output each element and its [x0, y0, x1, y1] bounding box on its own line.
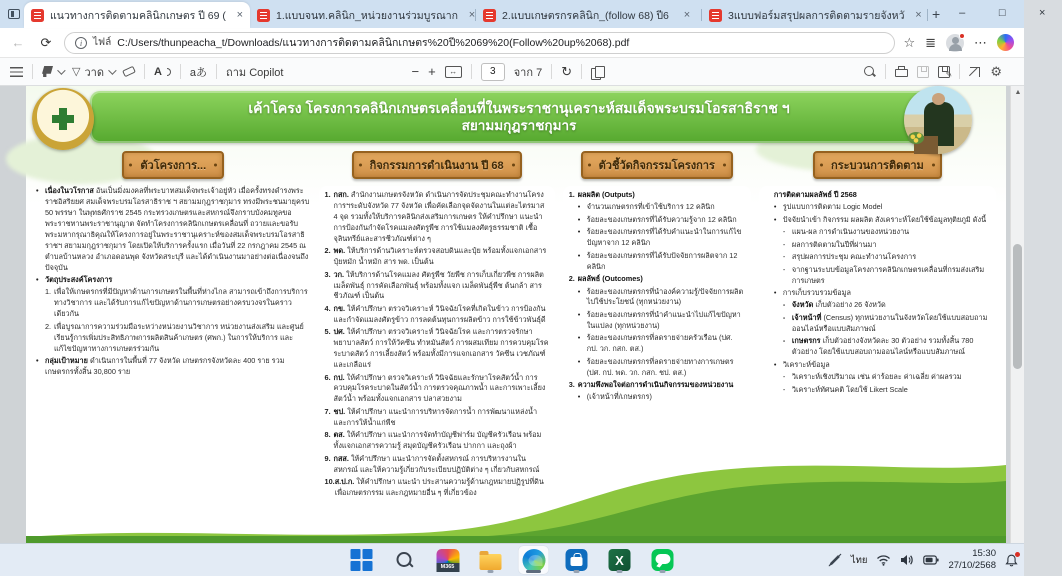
column-body — [319, 186, 555, 504]
document-title-line1: เค้าโครง โครงการคลินิกเกษตรเคลื่อนที่ในพระราชานุเคราะห์สมเด็จพระบรมโอรสาธิราช ฯ — [248, 100, 790, 117]
folder-icon — [480, 554, 502, 570]
document-title-banner — [90, 91, 948, 143]
window-controls — [942, 0, 1062, 28]
doc-text-item: - จากฐานระบบข้อมูลโครงการคลินิกเกษตรเคลื่อนที่กรมส่งเสริมการเกษตร — [782, 264, 985, 285]
column-sign-heading: กระบวนการติดตาม — [813, 151, 942, 179]
taskbar-clock[interactable] — [948, 548, 996, 572]
browser-tab[interactable] — [702, 2, 928, 28]
favorite-star-icon[interactable]: ☆ — [903, 34, 916, 50]
tab-layout-icon[interactable] — [8, 3, 20, 25]
scrollbar-thumb[interactable] — [1013, 244, 1022, 369]
notification-bell-icon[interactable] — [1005, 554, 1018, 567]
tab-close-icon[interactable]: × — [236, 9, 244, 21]
doc-text-item: • จำนวนเกษตรกรที่เข้าใช้บริการ 12 คลินิก — [577, 202, 715, 212]
doc-text-item: 4. กข. ให้คำปรึกษา ตรวจวิเคราะห์ วินิจฉัยโรคที่เกิดในข้าว การป้องกัน และกำจัดแมลงศัตรูข้าว การลดต้นทุนการผลิตข้าว การใช้ข้าวพันธุ์ดี — [324, 303, 546, 324]
copilot-icon[interactable] — [997, 34, 1014, 51]
doc-text-item: 10. ส.ป.ก. ให้คำปรึกษา แนะนำ ประสานความรู้ด้านกฎหมายปฏิรูปที่ดินเพื่อเกษตรกรรม และกฎหมายอื่น ๆ ที่เกี่ยวข้อง — [324, 476, 544, 497]
address-bar-actions — [903, 34, 1016, 52]
pdf-page — [26, 86, 1006, 543]
doc-text-item: การติดตามผลลัพธ์ ปี 2568 — [773, 190, 857, 199]
doc-text-item: - สรุปผลการประชุม คณะทำงานโครงการ — [782, 252, 917, 262]
doc-text-item: 7. ชป. ให้คำปรึกษา แนะนำการบริหารจัดการน้ำ การพัฒนาแหล่งน้ำ และการให้น้ำแก่พืช — [324, 406, 538, 427]
scroll-up-arrow[interactable]: ▲ — [1014, 89, 1022, 96]
start-button[interactable] — [347, 546, 377, 574]
page-count-label: จาก 7 — [513, 66, 543, 79]
doc-text-item: 5. ปศ. ให้คำปรึกษา ตรวจวิเคราะห์ วินิจฉัยโรค และการตรวจรักษา พยาบาลสัตว์ การให้วัคซีน ทำหมันสัตว์ การผสมเทียม การควบคุมโรคระบาดสัตว์ การเลี้ยงสัตว์ พร้อมทั้งมีการแจกเอกสาร วัคซีน เวชภัณฑ์ และเกลือแร่ — [324, 327, 549, 370]
page-info-icon[interactable]: i — [75, 37, 87, 49]
read-aloud-button[interactable] — [154, 66, 171, 78]
doc-text-item: 1. กสก. สำนักงานเกษตรจังหวัด ดำเนินการจัดประชุมคณะทำงานโครงการฯระดับจังหวัด 77 จังหวัด เพื่อคัดเลือกจุดจัดงานในแต่ละไตรมาส 4 จุด รวมทั้งให้บริการคลินิกส่งเสริมการเกษตร ให้คำปรึกษา แนะนำ การป้องกันกำจัดโรคแมลงศัตรูพืช การใช้แมลงศัตรูธรรมชาติ เชื้อจุลินทรีย์และสารชีวภัณฑ์ต่าง ๆ — [324, 190, 545, 243]
page-view-icon[interactable] — [591, 66, 603, 78]
doc-text-item: • ร้อยละของเกษตรกรที่ได้รับปัจจัยการผลิตจาก 12 คลินิก — [577, 250, 738, 271]
doc-text-item: • เนื่องในวโรกาส อันเป็นมิ่งมงคลที่พระบาทสมเด็จพระเจ้าอยู่หัว เมื่อครั้งทรงดำรงพระราชอิสริยยศ สมเด็จพระบรมโอรสาธิราช ฯ สยามมกุฎราชกุมาร ทรงมีพระชนมายุครบ 50 พรรษา ในพุทธศักราช 2545 กระทรวงเกษตรและสหกรณ์จึงกราบบังคมทูลขอพระราชทานพระราชานุญาต จัดทำโครงการคลินิกเกษตรเคลื่อนที่ ถวายและขอรับพระมหากรุณาธิคุณให้โครงการอยู่ในพระราชานุเคราะห์ของสมเด็จพระบรมโอรสาธิราชฯ สยามมกุฎราชกุมาร โดยเปิดให้บริการครั้งแรก เมื่อวันที่ 22 กรกฎาคม 2545 ณ ตำบลบ้านหลวง อำเภอดอนพุด จังหวัดสระบุรี และได้ดำเนินงานมาอย่างต่อเนื่องจนถึงปัจจุบัน — [36, 186, 310, 272]
save-icon — [917, 66, 929, 78]
doc-text-item: • การเก็บรวบรวมข้อมูล — [773, 288, 851, 297]
doc-column-2 — [319, 151, 555, 504]
pdf-toolbar — [0, 58, 1024, 86]
doc-text-item: 6. กป. ให้คำปรึกษา ตรวจวิเคราะห์ วินิจฉัยและรักษาโรคสัตว์น้ำ การควบคุมโรคระบาดในสัตว์น้ำ การตรวจคุณภาพน้ำ และการเพาะเลี้ยงสัตว์น้ำ พร้อมทั้งแจกเอกสาร ปลาสวยงาม — [324, 372, 546, 404]
highlighter-button[interactable] — [42, 66, 63, 77]
table-of-contents-icon[interactable] — [10, 67, 23, 77]
doc-text-item: • (เจ้าหน้าที่/เกษตรกร) — [577, 392, 652, 402]
doc-text-item: • ร้อยละของเกษตรกรที่นำคำแนะนำไปแก้ไขปัญหาในแปลง (ทุกหน่วยงาน) — [577, 309, 741, 330]
ask-copilot-button[interactable]: ถาม Copilot — [226, 66, 284, 79]
pdf-file-icon — [257, 9, 270, 22]
doc-text-item: • ร้อยละของเกษตรกรที่ได้รับความรู้จาก 12 คลินิก — [577, 214, 737, 224]
doc-column-1 — [36, 151, 311, 379]
tab-title: 1.แบบจนท.คลินิก_หน่วยงานร่วมบูรณาก — [276, 9, 458, 22]
pdf-file-icon — [709, 9, 722, 22]
edge-browser-icon — [522, 549, 545, 572]
rotate-icon[interactable]: ↻ — [561, 63, 573, 79]
browser-tab[interactable] — [24, 2, 250, 28]
page-number-input[interactable] — [481, 63, 505, 81]
column-sign-heading: ตัวโครงการ... — [122, 151, 224, 179]
doc-text-item: 9. กสส. ให้คำปรึกษา แนะนำการจัดตั้งสหกรณ์ การบริหารงานในสหกรณ์ และให้ความรู้เกี่ยวกับระเบียบปฏิบัติต่าง ๆ เกี่ยวกับสหกรณ์ — [324, 453, 540, 474]
browser-tab[interactable] — [250, 2, 476, 28]
clock-time: 15:30 — [972, 548, 996, 560]
doc-columns — [26, 143, 1006, 515]
doc-text-item: 8. ตส. ให้คำปรึกษา แนะนำการจัดทำบัญชีฟาร์ม บัญชีครัวเรือน พร้อมทั้งแจกเอกสารความรู้ สมุดบัญชีครัวเรือน ปากกา และถุงผ้า — [324, 430, 542, 451]
highlighter-icon — [42, 66, 53, 77]
tab-strip-tabs — [24, 2, 928, 28]
doc-text-item: • วัตถุประสงค์โครงการ — [36, 275, 113, 284]
taskbar-edge[interactable] — [519, 546, 549, 574]
doc-text-item: - ผลการติดตามในปีที่ผ่านมา — [782, 239, 877, 249]
doc-text-item: - วิเคราะห์ทัศนคติ โดยใช้ Likert Scale — [782, 384, 908, 394]
settings-gear-icon[interactable]: ⚙ — [990, 63, 1002, 79]
doc-text-item: - วิเคราะห์เชิงปริมาณ เช่น ค่าร้อยละ ค่าเฉลี่ย ค่าผลรวม — [782, 372, 962, 382]
pen-icon[interactable] — [828, 553, 842, 567]
volume-icon[interactable] — [900, 554, 914, 566]
url-field[interactable] — [64, 32, 895, 54]
doc-text-item: 2. เพื่อบูรณาการความร่วมมือระหว่างหน่วยงานวิชาการ หน่วยงานส่งเสริม และศูนย์เรียนรู้การเพิ่มประสิทธิภาพการผลิตสินค้าเกษตร (ศพก.) ในการให้บริการ และแก้ไขปัญหาทางการเกษตรร่วมกัน — [45, 321, 304, 353]
doc-text-item: 2. ผลลัพธ์ (Outcomes) — [568, 274, 643, 284]
doc-text-item: - เกษตรกร เก็บตัวอย่างจังหวัดละ 30 ตัวอย่าง รวมทั้งสิ้น 780 ตัวอย่าง โดยใช้แบบสอบถามออนไลน์หรือแบบสัมภาษณ์ — [782, 336, 974, 357]
battery-icon[interactable] — [923, 555, 939, 565]
more-menu-icon[interactable]: ⋯ — [974, 34, 987, 50]
doc-column-3 — [563, 151, 751, 409]
address-bar — [0, 28, 1024, 58]
m365-copilot-icon: M365 — [436, 549, 459, 572]
wifi-icon[interactable] — [876, 554, 891, 566]
pdf-viewport — [0, 86, 1024, 543]
column-sign-heading: ตัวชี้วัดกิจกรรมโครงการ — [581, 151, 733, 179]
tab-title: แนวทางการติดตามคลินิกเกษตร ปี 69 ( — [50, 9, 226, 22]
document-title-line2: สยามมกุฎราชกุมาร — [461, 118, 577, 134]
chevron-down-icon — [57, 66, 65, 74]
profile-alert-dot — [959, 33, 965, 39]
taskbar-apps — [347, 544, 678, 576]
new-tab-button[interactable]: + — [932, 6, 941, 22]
back-icon[interactable]: ← — [11, 35, 25, 50]
notification-badge — [1015, 552, 1020, 557]
pdf-file-icon — [483, 9, 496, 22]
doc-text-item: 3. วก. ให้บริการด้านโรคแมลง ศัตรูพืช วัยพืช การเก็บเกี่ยวพืช การผลิตเมล็ดพันธุ์ การคัดเลือกพันธุ์ พร้อมทั้งแจก เมล็ดพันธุ์พืช ต้นกล้า สารชีวภัณฑ์ เป็นต้น — [324, 269, 544, 301]
doc-text-item: 1. ผลผลิต (Outputs) — [568, 190, 635, 199]
security-label: ไฟล์ — [93, 37, 112, 48]
taskbar-m365[interactable] — [433, 546, 463, 574]
doc-text-item: - เจ้าหน้าที่ (Census) ทุกหน่วยงานในจังหวัดโดยใช้แบบสอบถามออนไลน์หรือแบบสัมภาษณ์ — [782, 312, 988, 333]
browser-tab[interactable] — [476, 2, 702, 28]
doc-column-4 — [759, 151, 996, 401]
doc-text-item: • ปัจจัยนำเข้า กิจกรรม ผลผลิต สังเคราะห์โดยใช้ข้อมูลทุติยภูมิ ดังนี้ — [773, 214, 987, 224]
draw-label: วาด — [84, 66, 104, 79]
chevron-down-icon — [108, 66, 116, 74]
taskbar-excel[interactable] — [605, 546, 635, 574]
url-text: C:/Users/thunpeacha_t/Downloads/แนวทางการติดตามคลินิกเกษตร%20ปี%2069%20(Follow%20up%2068).pdf — [117, 37, 630, 49]
taskbar-line[interactable] — [648, 546, 678, 574]
profile-avatar[interactable] — [946, 34, 964, 52]
zoom-in-icon[interactable]: + — [428, 64, 436, 79]
taskbar-store[interactable] — [562, 546, 592, 574]
doc-text-item: 2. พด. ให้บริการด้านวิเคราะห์ตรวจสอบดินและปุ๋ย พร้อมทั้งแจกเอกสาร ปุ๋ยหมัก น้ำหมัก สาร พด. เป็นต้น — [324, 246, 547, 267]
minimize-button[interactable]: – — [959, 7, 966, 19]
ministry-seal-logo — [32, 88, 94, 150]
doc-text-item: • ร้อยละของเกษตรกรที่นำองค์ความรู้/ปัจจัยการผลิตไปใช้ประโยชน์ (ทุกหน่วยงาน) — [577, 286, 744, 307]
excel-icon — [609, 549, 631, 571]
fullscreen-icon[interactable] — [969, 66, 981, 78]
pdf-file-icon — [31, 9, 44, 22]
doc-text-item: - จังหวัด เก็บตัวอย่าง 26 จังหวัด — [782, 300, 886, 310]
tab-close-icon[interactable]: × — [915, 9, 922, 21]
official-photo — [904, 86, 972, 154]
system-tray — [828, 544, 1018, 576]
tab-close-icon[interactable]: × — [468, 9, 476, 21]
eraser-icon[interactable] — [122, 66, 136, 77]
close-button[interactable]: × — [1038, 7, 1046, 19]
refresh-icon[interactable]: ⟳ — [40, 34, 52, 50]
read-aloud-icon: A — [153, 65, 162, 78]
line-app-icon — [652, 549, 674, 571]
draw-button[interactable] — [72, 63, 114, 81]
doc-text-item: 3. ความพึงพอใจต่อการดำเนินกิจกรรมของหน่วยงาน — [568, 380, 734, 389]
column-body — [36, 186, 311, 379]
doc-text-item: • ร้อยละของเกษตรกรที่ลดรายจ่ายครัวเรือน (ปศ. กป. วก. กสก. ตส.) — [577, 333, 733, 354]
vertical-scrollbar[interactable] — [1010, 86, 1024, 543]
search-icon — [396, 551, 414, 569]
microsoft-store-icon — [566, 549, 588, 571]
doc-text-item: 1. เพื่อให้เกษตรกรที่มีปัญหาด้านการเกษตรในพื้นที่ห่างไกล สามารถเข้าถึงการบริการทางวิชาการ และได้รับการแก้ไขปัญหาด้านการเกษตรอย่างครบวงจรในคราวเดียวกัน — [45, 287, 308, 319]
print-icon[interactable] — [895, 66, 908, 78]
tab-title: 2.แบบเกษตรกรคลินิก_(follow 68) ปี6 — [502, 9, 669, 22]
column-body — [759, 186, 996, 401]
doc-text-item: • รูปแบบการติดตาม Logic Model — [773, 202, 883, 212]
fit-to-width-icon[interactable]: ↔ — [445, 66, 462, 78]
doc-text-item: • วิเคราะห์ข้อมูล — [773, 359, 830, 369]
tab-title: 3แบบฟอร์มสรุปผลการติดตามรายจังหวั — [728, 9, 905, 22]
draw-pen-icon: ▽ — [72, 66, 81, 78]
column-sign-heading: กิจกรรมการดำเนินงาน ปี 68 — [352, 151, 522, 179]
save-as-icon[interactable]: ✎ — [938, 66, 950, 78]
tab-close-icon[interactable]: × — [683, 9, 691, 21]
doc-text-item: - แผน-ผล การดำเนินงานของหน่วยงาน — [782, 227, 910, 237]
windows-start-icon — [351, 549, 373, 571]
text-tools-button[interactable]: aあ — [189, 66, 208, 79]
language-indicator[interactable]: ไทย — [850, 554, 868, 566]
search-icon[interactable] — [863, 65, 876, 78]
doc-text-item: • กลุ่มเป้าหมาย ดำเนินการในพื้นที่ 77 จังหวัด เกษตรกรจังหวัดละ 400 ราย รวมเกษตรกรทั้งสิ้น 30,800 ราย — [36, 356, 285, 376]
doc-text-item: • ร้อยละของเกษตรกรที่ลดรายจ่ายทางการเกษตร (ปศ. กป. พด. วก. กสก. ชป. ตส.) — [577, 356, 734, 377]
collections-icon[interactable]: ≣ — [925, 34, 936, 50]
taskbar — [0, 543, 1024, 576]
zoom-out-icon[interactable]: − — [411, 64, 420, 79]
clock-date: 27/10/2568 — [948, 560, 996, 571]
column-body — [563, 186, 751, 409]
doc-text-item: • ร้อยละของเกษตรกรที่ได้รับคำแนะนำในการแก้ไขปัญหาจาก 12 คลินิก — [577, 227, 742, 248]
taskbar-search[interactable] — [390, 546, 420, 574]
maximize-button[interactable]: □ — [998, 7, 1006, 19]
taskbar-file-explorer[interactable] — [476, 546, 506, 574]
tab-strip — [0, 0, 1046, 28]
